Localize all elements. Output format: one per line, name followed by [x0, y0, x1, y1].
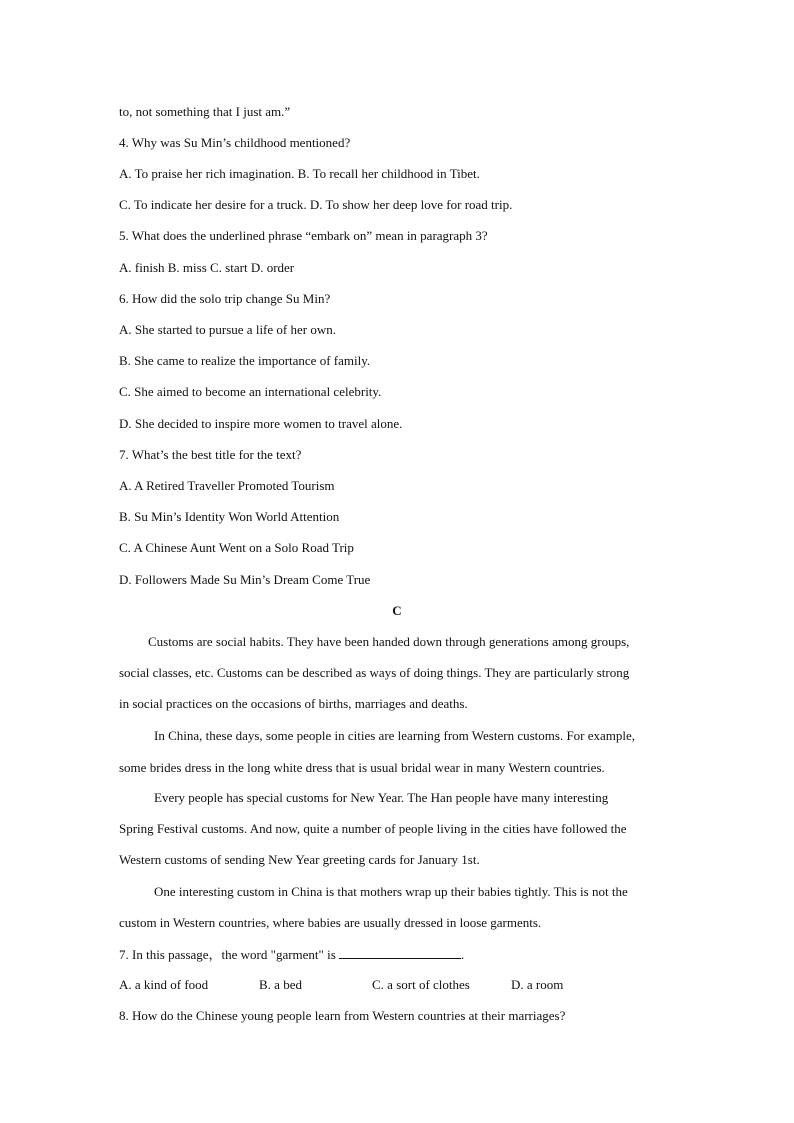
question-6-option-b: B. She came to realize the importance of family.	[119, 353, 371, 368]
section-heading: C	[392, 603, 402, 618]
passage-line: Spring Festival customs. And now, quite a number of people living in the cities have followed the	[119, 821, 627, 836]
question-5: 5. What does the underlined phrase “embark on” mean in paragraph 3?	[119, 228, 488, 243]
question-8: 8. How do the Chinese young people learn from Western countries at their marriages?	[119, 1008, 566, 1023]
question-7b-options	[119, 977, 563, 993]
question-7-option-c: C. A Chinese Aunt Went on a Solo Road Trip	[119, 540, 354, 555]
passage-line: In China, these days, some people in cities are learning from Western customs. For example,	[154, 728, 636, 743]
question-4-options-cd: C. To indicate her desire for a truck. D. To show her deep love for road trip.	[119, 197, 513, 212]
passage-line: Western customs of sending New Year greeting cards for January 1st.	[119, 852, 480, 867]
question-7: 7. What’s the best title for the text?	[119, 447, 302, 462]
question-6-option-d: D. She decided to inspire more women to travel alone.	[119, 416, 403, 431]
question-4: 4. Why was Su Min’s childhood mentioned?	[119, 135, 351, 150]
option-b: B. a bed	[259, 977, 302, 992]
question-6-option-a: A. She started to pursue a life of her own.	[119, 322, 336, 337]
question-7-option-d: D. Followers Made Su Min’s Dream Come True	[119, 572, 371, 587]
option-c: C. a sort of clothes	[372, 977, 470, 992]
question-4-options-ab: A. To praise her rich imagination. B. To recall her childhood in Tibet.	[119, 166, 480, 181]
passage-line: Every people has special customs for New Year. The Han people have many interesting	[154, 790, 609, 805]
option-a: A. a kind of food	[119, 977, 209, 992]
answer-blank	[339, 946, 461, 959]
question-7-option-a: A. A Retired Traveller Promoted Tourism	[119, 478, 335, 493]
question-7b-end: .	[461, 947, 465, 962]
passage-line: social classes, etc. Customs can be described as ways of doing things. They are particularly strong	[119, 665, 630, 680]
passage-line: custom in Western countries, where babies are usually dressed in loose garments.	[119, 915, 542, 930]
passage-line: in social practices on the occasions of births, marriages and deaths.	[119, 696, 468, 711]
question-5-options: A. finish B. miss C. start D. order	[119, 260, 295, 275]
passage-line: Customs are social habits. They have been handed down through generations among groups,	[148, 634, 630, 649]
passage-line: some brides dress in the long white dress that is usual bridal wear in many Western countries.	[119, 760, 605, 775]
passage-line: One interesting custom in China is that mothers wrap up their babies tightly. This is not the	[154, 884, 628, 899]
text-line: to, not something that I just am.”	[119, 104, 291, 119]
question-6: 6. How did the solo trip change Su Min?	[119, 291, 331, 306]
question-7-option-b: B. Su Min’s Identity Won World Attention	[119, 509, 340, 524]
question-7b	[119, 946, 679, 963]
option-d: D. a room	[511, 977, 564, 992]
question-6-option-c: C. She aimed to become an international celebrity.	[119, 384, 382, 399]
question-7b-text: 7. In this passage，the word "garment" is	[119, 947, 340, 962]
